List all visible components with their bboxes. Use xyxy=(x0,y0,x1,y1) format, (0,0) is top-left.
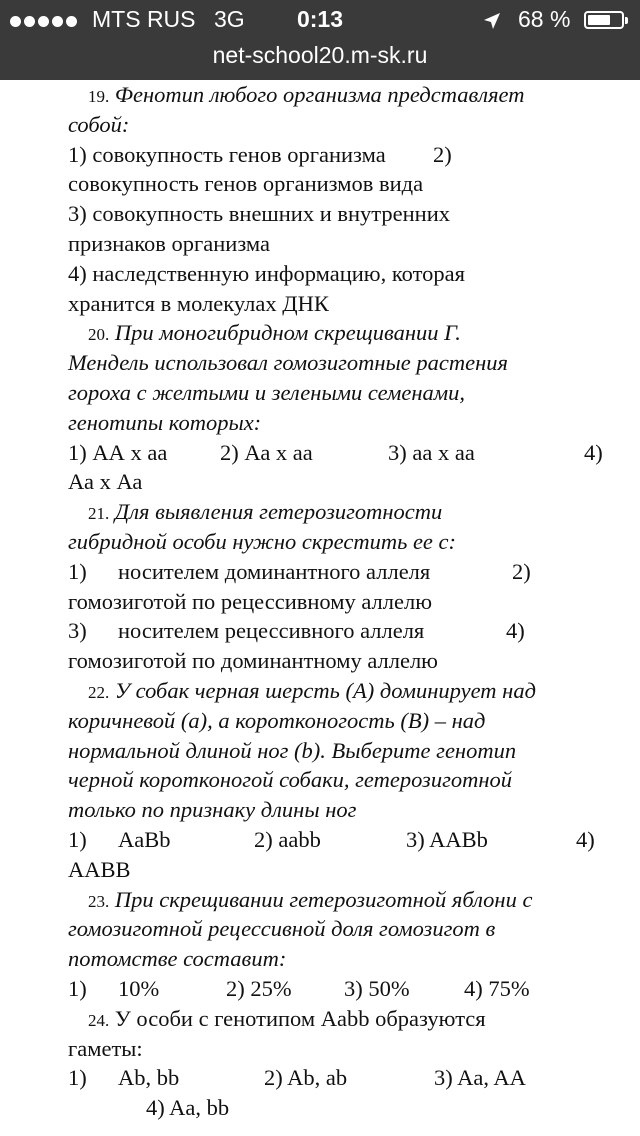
question-19-answer-4-cont: хранится в молекулах ДНК xyxy=(68,290,329,316)
question-20-answer-4-cont: Аа х Аа xyxy=(68,469,143,495)
question-22-stem-cont: нормальной длиной ног (b). Выберите генотип xyxy=(68,737,517,763)
top-bar xyxy=(0,0,640,80)
question-20-stem-cont: Мендель использовал гомозиготные растения xyxy=(68,350,508,376)
question-20-answers: 1) АА х аа 2) Аа х аа 3) аа х аа 4) xyxy=(68,439,603,465)
question-21-answer-3: 3) носителем рецессивного аллеля 4) xyxy=(68,618,525,644)
question-21-stem: 21. Для выявления гетерозиготности xyxy=(88,499,443,525)
question-21-answer-1: 1) носителем доминантного аллеля 2) xyxy=(68,558,531,584)
question-21-answer-4: гомозиготой по доминантному аллелю xyxy=(68,648,438,674)
battery-icon xyxy=(584,11,624,29)
question-20-stem-cont: гороха с желтыми и зелеными семенами, xyxy=(68,379,466,405)
question-20-stem-cont: генотипы которых: xyxy=(68,409,262,435)
location-arrow-icon xyxy=(482,11,502,31)
question-21-stem-cont: гибридной особи нужно скрестить ее с: xyxy=(68,528,457,554)
question-19-stem: 19. Фенотип любого организма представляет xyxy=(88,82,525,107)
battery-percent: 68 % xyxy=(518,6,571,32)
address-bar[interactable]: net-school20.m-sk.ru xyxy=(212,42,428,68)
question-22-answers: 1) AaBb 2) aabb 3) AABb 4) xyxy=(68,826,595,852)
clock: 0:13 xyxy=(296,6,344,32)
question-19-answer-2: совокупность генов организмов вида xyxy=(68,171,424,197)
question-23-answers: 1) 10% 2) 25% 3) 50% 4) 75% xyxy=(68,975,530,1001)
question-20-stem: 20. При моногибридном скрещивании Г. xyxy=(88,320,461,346)
question-19-stem-cont: собой: xyxy=(68,111,130,137)
document-content xyxy=(68,80,616,1123)
question-19-answer-4: 4) наследственную информацию, которая xyxy=(68,260,465,286)
question-22-stem: 22. У собак черная шерсть (А) доминирует над xyxy=(88,677,536,703)
question-23-stem: 23. При скрещивании гетерозиготной яблони с xyxy=(88,886,533,912)
battery-fill xyxy=(588,15,610,25)
question-23-stem-cont: гомозиготной рецессивной доля гомозигот в xyxy=(68,916,496,942)
carrier-name: MTS RUS xyxy=(92,6,196,32)
question-23-stem-cont: потомстве составит: xyxy=(68,946,287,972)
question-19-answer-1: 1) совокупность генов организма 2) xyxy=(68,141,452,167)
question-24-stem: 24. У особи с генотипом Aabb образуются xyxy=(88,1005,486,1031)
question-24-answers: 1) Ab, bb 2) Ab, ab 3) Aa, AA xyxy=(68,1065,526,1091)
question-21-answer-2: гомозиготой по рецессивному аллелю xyxy=(68,588,432,614)
question-22-answer-4-cont: AABB xyxy=(68,856,131,882)
question-19-answer-3: 3) совокупность внешних и внутренних xyxy=(68,201,451,227)
question-number: 19. xyxy=(88,87,110,106)
question-22-stem-cont: коричневой (а), а коротконогость (В) – над xyxy=(68,707,486,733)
question-22-stem-cont: черной коротконогой собаки, гетерозиготной xyxy=(68,767,513,793)
network-type: 3G xyxy=(214,6,245,32)
question-24-stem-cont: гаметы: xyxy=(68,1035,143,1061)
question-24-answers-cont: 4) Aa, bb xyxy=(146,1095,230,1121)
question-22-stem-cont: только по признаку длины ног xyxy=(68,797,357,823)
question-19-answer-3-cont: признаков организма xyxy=(68,230,270,256)
status-bar xyxy=(0,0,640,40)
